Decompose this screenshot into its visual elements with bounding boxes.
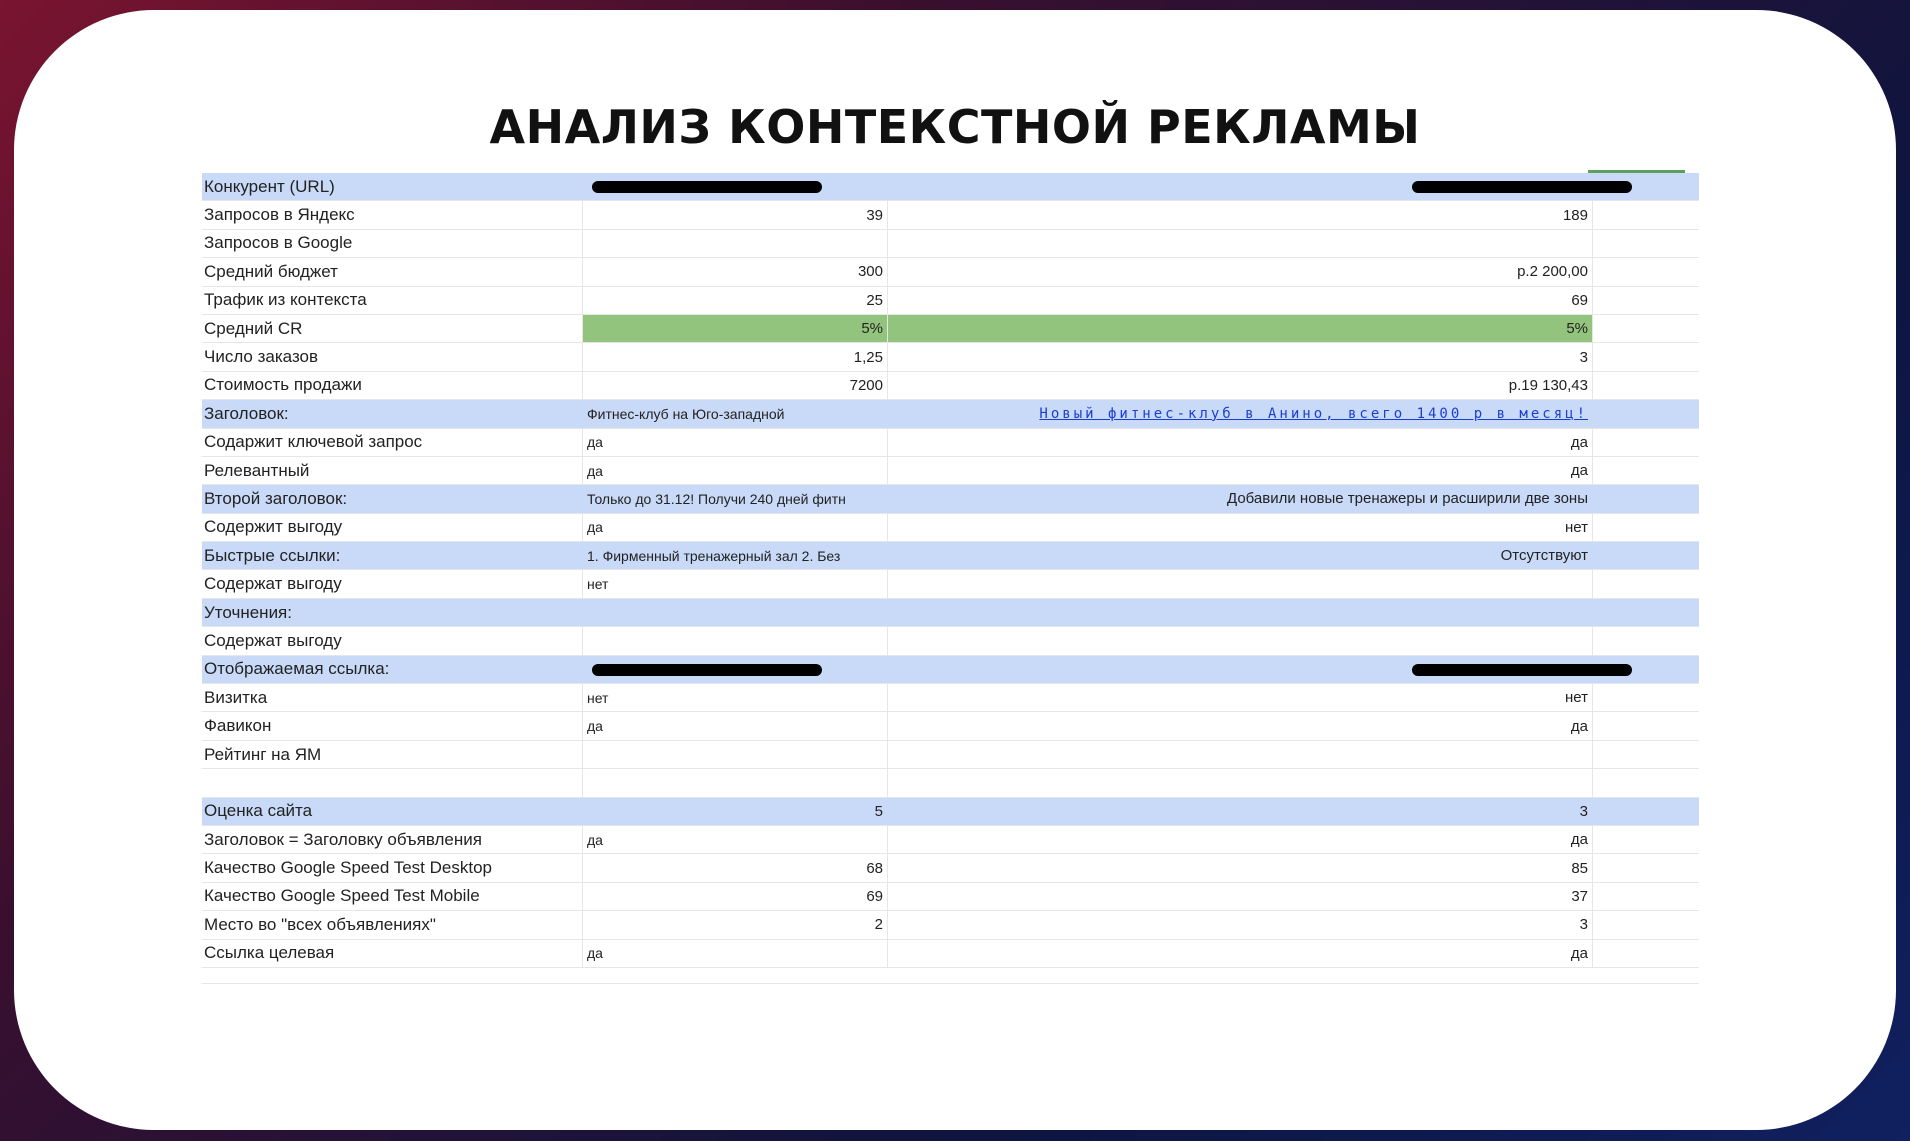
table-row [202, 854, 1699, 882]
competitor-1-value: да [582, 712, 887, 739]
competitor-1-value: нет [582, 570, 887, 597]
row-label: Заголовок: [204, 403, 289, 423]
row-label: Качество Google Speed Test Desktop [204, 858, 492, 878]
row-label: Содержат выгоду [204, 574, 342, 594]
competitor-2-value [887, 400, 1592, 427]
competitor-1-value [582, 230, 887, 257]
row-label: Визитка [204, 687, 268, 707]
row-label: Стоимость продажи [204, 375, 362, 395]
empty-cell [1592, 627, 1699, 654]
empty-cell [1592, 769, 1699, 796]
row-label: Запросов в Яндекс [204, 205, 355, 225]
competitor-2-value: Отсутствуют [1500, 547, 1588, 565]
row-label: Место во "всех объявлениях" [204, 914, 436, 934]
competitor-2-value: да [887, 712, 1592, 739]
table-row [202, 570, 1699, 598]
row-label [202, 769, 582, 796]
row-label: Релевантный [204, 460, 310, 480]
row-label: Второй заголовок: [204, 488, 348, 508]
row-label: Содаржит ключевой запрос [204, 432, 423, 452]
row-label: Отображаемая ссылка: [204, 659, 390, 679]
redaction-bar [1412, 181, 1632, 193]
row-label: Запросов в Google [204, 233, 353, 253]
empty-cell [1592, 343, 1699, 370]
competitor-2-value [887, 599, 1592, 626]
empty-cell [1592, 372, 1699, 399]
row-label: Трафик из контекста [204, 290, 367, 310]
table-row [202, 656, 1699, 684]
competitor-2-value: да [887, 457, 1592, 484]
competitor-2-value [887, 627, 1592, 654]
competitor-2-value: 3 [887, 911, 1592, 938]
empty-cell [1592, 570, 1699, 597]
table-row [202, 429, 1699, 457]
empty-cell [1592, 429, 1699, 456]
competitor-2-value [887, 769, 1592, 796]
empty-cell [1592, 485, 1699, 512]
table-row [202, 883, 1699, 911]
empty-cell [1592, 315, 1699, 342]
row-label: Уточнения: [204, 602, 292, 622]
empty-cell [1592, 684, 1699, 711]
empty-cell [1592, 457, 1699, 484]
table-row [202, 911, 1699, 939]
empty-cell [1592, 854, 1699, 881]
table-row [202, 343, 1699, 371]
competitor-1-value: да [582, 457, 887, 484]
row-label: Качество Google Speed Test Mobile [204, 886, 480, 906]
empty-cell [1592, 712, 1699, 739]
competitor-1-value: нет [582, 684, 887, 711]
competitor-1-value: 5% [582, 315, 887, 342]
competitor-2-value [887, 230, 1592, 257]
competitor-1-value: 2 [582, 911, 887, 938]
table-row [202, 173, 1699, 201]
competitor-2-value: да [887, 826, 1592, 853]
competitor-1-value: 68 [582, 854, 887, 881]
competitor-2-value: да [887, 429, 1592, 456]
table-row [202, 485, 1699, 513]
competitor-1-value: Только до 31.12! Получи 240 дней фитн [587, 490, 846, 507]
empty-cell [1592, 599, 1699, 626]
competitor-1-value: да [582, 429, 887, 456]
row-label: Средний бюджет [204, 261, 338, 281]
table-row [202, 315, 1699, 343]
competitor-1-value: 300 [582, 258, 887, 285]
empty-cell [1592, 287, 1699, 314]
table-row [202, 542, 1699, 570]
competitor-1-value: 7200 [582, 372, 887, 399]
empty-cell [1592, 514, 1699, 541]
analysis-table [202, 173, 1699, 984]
table-row [202, 940, 1699, 968]
table-row [202, 599, 1699, 627]
competitor-2-value [887, 570, 1592, 597]
competitor-1-value: да [582, 940, 887, 967]
table-row [202, 258, 1699, 286]
competitor-1-value: Фитнес-клуб на Юго-западной [587, 405, 785, 422]
table-row [202, 826, 1699, 854]
row-label: Ссылка целевая [204, 943, 335, 963]
table-row [202, 201, 1699, 229]
row-label: Конкурент (URL) [204, 176, 335, 196]
empty-cell [1592, 201, 1699, 228]
competitor-2-value: нет [887, 514, 1592, 541]
competitor-1-value: да [582, 826, 887, 853]
competitor-1-value: 39 [582, 201, 887, 228]
competitor-1-value: 1. Фирменный тренажерный зал 2. Без [587, 547, 841, 564]
row-label: Рейтинг на ЯМ [204, 744, 322, 764]
competitor-2-value: 85 [887, 854, 1592, 881]
row-label: Средний CR [204, 318, 303, 338]
competitor-1-value [582, 627, 887, 654]
redaction-bar [1412, 664, 1632, 676]
empty-cell [1592, 258, 1699, 285]
empty-cell [1592, 911, 1699, 938]
competitor-1-value [582, 599, 887, 626]
row-label: Быстрые ссылки: [204, 545, 341, 565]
table-row [202, 769, 1699, 797]
competitor-2-value: 3 [887, 343, 1592, 370]
competitor-1-value [582, 769, 887, 796]
empty-cell [1592, 883, 1699, 910]
table-row [202, 514, 1699, 542]
empty-cell [1592, 542, 1699, 569]
competitor-2-value: 5% [887, 315, 1592, 342]
competitor-2-value: 3 [1579, 802, 1588, 820]
competitor-2-value: р.2 200,00 [887, 258, 1592, 285]
competitor-1-value: 5 [874, 802, 883, 820]
competitor-1-value: да [582, 514, 887, 541]
competitor-2-value [887, 741, 1592, 768]
redaction-bar [592, 664, 822, 676]
competitor-1-value: 1,25 [582, 343, 887, 370]
empty-cell [1592, 940, 1699, 967]
table-row [202, 230, 1699, 258]
table-row [202, 741, 1699, 769]
competitor-2-value: Добавили новые тренажеры и расширили две зоны [1227, 490, 1588, 508]
row-label: Число заказов [204, 347, 319, 367]
redaction-bar [592, 181, 822, 193]
competitor-1-value: 25 [582, 287, 887, 314]
table-row [202, 457, 1699, 485]
competitor-2-value: 69 [887, 287, 1592, 314]
row-label: Содержит выгоду [204, 517, 343, 537]
row-label: Фавикон [204, 716, 272, 736]
competitor-2-value: 189 [887, 201, 1592, 228]
table-row [202, 684, 1699, 712]
table-row [202, 400, 1699, 428]
table-row [202, 712, 1699, 740]
ad-headline-link[interactable]: Новый фитнес-клуб в Анино, всего 1400 р в месяц! [1039, 405, 1588, 422]
empty-cell [1592, 798, 1699, 825]
table-row [202, 287, 1699, 315]
competitor-1-value: 69 [582, 883, 887, 910]
empty-cell [1592, 826, 1699, 853]
competitor-1-value [582, 741, 887, 768]
table-row [202, 968, 1699, 984]
slide-title: АНАЛИЗ КОНТЕКСТНОЙ РЕКЛАМЫ [489, 100, 1421, 154]
table-row [202, 627, 1699, 655]
row-label: Заголовок = Заголовку объявления [204, 829, 482, 849]
competitor-2-value: нет [887, 684, 1592, 711]
table-row [202, 372, 1699, 400]
slide-card [14, 10, 1896, 1130]
competitor-2-value: да [887, 940, 1592, 967]
row-label: Содержат выгоду [204, 630, 342, 650]
competitor-2-value: р.19 130,43 [887, 372, 1592, 399]
empty-cell [1592, 230, 1699, 257]
empty-cell [1592, 741, 1699, 768]
row-label: Оценка сайта [204, 801, 313, 821]
competitor-2-value: 37 [887, 883, 1592, 910]
empty-cell [1592, 400, 1699, 427]
table-row [202, 798, 1699, 826]
